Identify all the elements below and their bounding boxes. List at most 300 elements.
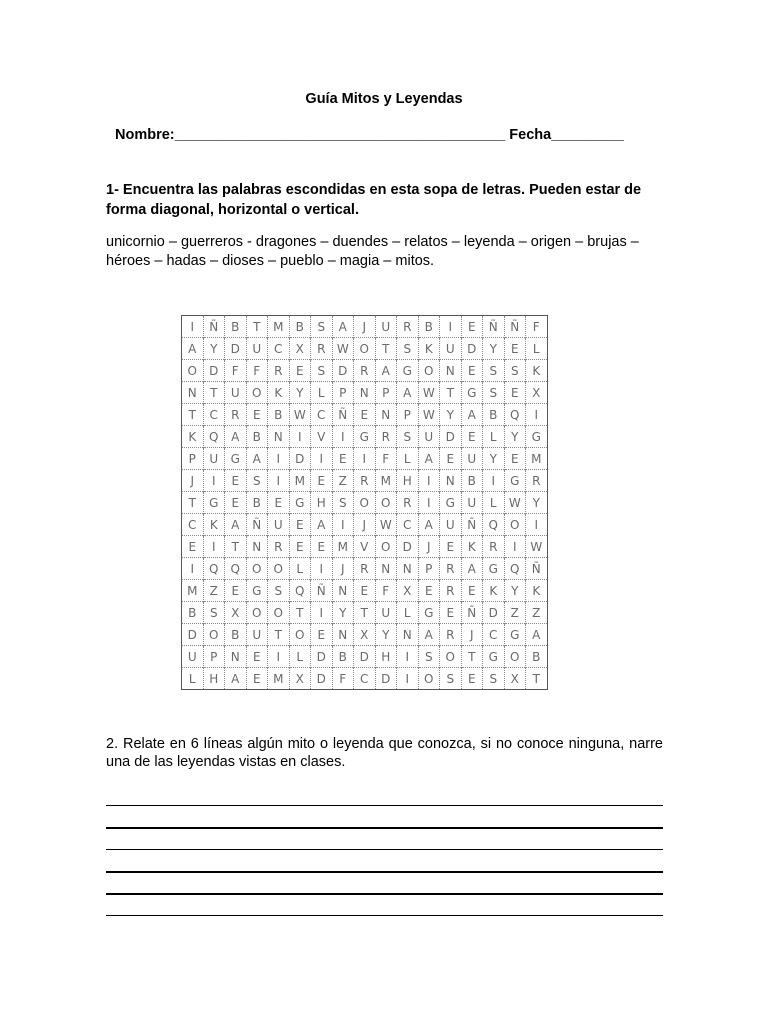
grid-row (182, 382, 548, 404)
grid-row (182, 492, 548, 514)
grid-cell: S (418, 646, 440, 668)
grid-cell: O (289, 624, 311, 646)
grid-cell: I (397, 668, 419, 690)
grid-cell: T (354, 602, 376, 624)
grid-cell: G (526, 426, 548, 448)
grid-cell: X (526, 382, 548, 404)
grid-cell: O (375, 492, 397, 514)
grid-cell: Ñ (203, 316, 225, 338)
grid-cell: W (375, 514, 397, 536)
grid-cell: S (483, 668, 505, 690)
grid-cell: E (440, 536, 462, 558)
grid-cell: N (268, 426, 290, 448)
grid-cell: N (397, 624, 419, 646)
grid-cell: E (461, 668, 483, 690)
grid-cell: P (418, 558, 440, 580)
grid-cell: M (289, 470, 311, 492)
grid-cell: O (203, 624, 225, 646)
grid-cell: M (375, 470, 397, 492)
grid-cell: T (289, 602, 311, 624)
grid-cell: I (289, 426, 311, 448)
grid-cell: D (311, 668, 333, 690)
grid-cell: L (483, 426, 505, 448)
name-blank: _________________________________________ (174, 127, 506, 143)
answer-line[interactable] (106, 915, 663, 916)
grid-cell: R (354, 360, 376, 382)
grid-cell: A (311, 514, 333, 536)
grid-cell: B (246, 492, 268, 514)
grid-cell: R (375, 426, 397, 448)
grid-cell: F (526, 316, 548, 338)
grid-cell: G (418, 602, 440, 624)
grid-cell: Ñ (526, 558, 548, 580)
grid-cell: Q (289, 580, 311, 602)
grid-cell: E (332, 448, 354, 470)
grid-cell: U (225, 382, 247, 404)
grid-cell: T (225, 536, 247, 558)
grid-cell: F (375, 448, 397, 470)
grid-cell: G (440, 492, 462, 514)
grid-cell: A (397, 382, 419, 404)
grid-cell: Z (526, 602, 548, 624)
grid-cell: N (332, 624, 354, 646)
grid-cell: D (440, 426, 462, 448)
grid-cell: R (440, 580, 462, 602)
grid-cell: N (246, 536, 268, 558)
grid-cell: V (311, 426, 333, 448)
grid-cell: J (461, 624, 483, 646)
grid-cell: P (332, 382, 354, 404)
grid-row (182, 404, 548, 426)
grid-cell: T (182, 404, 204, 426)
grid-cell: M (268, 316, 290, 338)
grid-cell: S (268, 580, 290, 602)
grid-cell: X (225, 602, 247, 624)
grid-cell: E (461, 316, 483, 338)
grid-cell: S (246, 470, 268, 492)
grid-cell: A (246, 448, 268, 470)
grid-cell: I (203, 536, 225, 558)
grid-cell: U (182, 646, 204, 668)
grid-cell: J (418, 536, 440, 558)
grid-cell: O (246, 602, 268, 624)
grid-cell: W (418, 382, 440, 404)
grid-cell: I (268, 448, 290, 470)
grid-cell: L (526, 338, 548, 360)
grid-cell: R (526, 470, 548, 492)
grid-cell: E (268, 492, 290, 514)
grid-row (182, 602, 548, 624)
grid-cell: B (182, 602, 204, 624)
grid-cell: D (311, 646, 333, 668)
grid-cell: T (375, 338, 397, 360)
grid-cell: G (354, 426, 376, 448)
grid-cell: J (332, 558, 354, 580)
answer-line[interactable] (106, 827, 663, 829)
grid-cell: C (483, 624, 505, 646)
grid-cell: C (203, 404, 225, 426)
grid-cell: A (461, 404, 483, 426)
word-search-grid (181, 315, 548, 690)
grid-cell: U (246, 624, 268, 646)
grid-cell: O (354, 338, 376, 360)
grid-cell: M (332, 536, 354, 558)
grid-cell: U (461, 492, 483, 514)
grid-cell: O (354, 492, 376, 514)
grid-cell: X (289, 668, 311, 690)
grid-cell: T (440, 382, 462, 404)
grid-cell: I (268, 470, 290, 492)
answer-line[interactable] (106, 871, 663, 873)
grid-cell: Y (483, 338, 505, 360)
grid-cell: E (461, 360, 483, 382)
grid-cell: O (268, 558, 290, 580)
grid-cell: R (440, 624, 462, 646)
grid-cell: E (504, 448, 526, 470)
question-2: 2. Relate en 6 líneas algún mito o leyenda que conozca, si no conoce ninguna, narre una de las leyendas vistas en clases. (106, 736, 663, 770)
grid-cell: X (397, 580, 419, 602)
grid-cell: E (182, 536, 204, 558)
grid-cell: J (354, 514, 376, 536)
grid-cell: A (225, 514, 247, 536)
grid-cell: N (182, 382, 204, 404)
grid-cell: I (182, 558, 204, 580)
grid-cell: I (504, 536, 526, 558)
grid-cell: Y (332, 602, 354, 624)
grid-cell: J (354, 316, 376, 338)
grid-row (182, 426, 548, 448)
grid-row (182, 514, 548, 536)
grid-row (182, 360, 548, 382)
grid-cell: Ñ (504, 316, 526, 338)
grid-row (182, 558, 548, 580)
grid-cell: N (375, 558, 397, 580)
grid-cell: I (483, 470, 505, 492)
word-list: unicornio – guerreros - dragones – duendes – relatos – leyenda – origen – brujas – héroes – hadas – dioses – pueblo – magia – mitos. (106, 234, 639, 269)
grid-cell: U (418, 426, 440, 448)
grid-cell: Q (483, 514, 505, 536)
grid-cell: N (354, 382, 376, 404)
grid-cell: L (397, 448, 419, 470)
grid-cell: G (483, 558, 505, 580)
grid-cell: I (311, 448, 333, 470)
grid-cell: E (246, 646, 268, 668)
grid-cell: Ñ (483, 316, 505, 338)
grid-cell: E (418, 580, 440, 602)
grid-row (182, 470, 548, 492)
grid-row (182, 646, 548, 668)
grid-cell: N (440, 470, 462, 492)
grid-cell: G (461, 382, 483, 404)
grid-cell: K (182, 426, 204, 448)
grid-cell: N (225, 646, 247, 668)
grid-row (182, 448, 548, 470)
grid-cell: K (526, 360, 548, 382)
grid-cell: L (397, 602, 419, 624)
grid-cell: W (526, 536, 548, 558)
grid-row (182, 668, 548, 690)
grid-cell: T (268, 624, 290, 646)
grid-cell: B (246, 426, 268, 448)
grid-cell: D (332, 360, 354, 382)
grid-cell: K (461, 536, 483, 558)
grid-cell: U (375, 602, 397, 624)
grid-cell: F (332, 668, 354, 690)
grid-cell: W (418, 404, 440, 426)
grid-cell: Z (332, 470, 354, 492)
grid-cell: L (483, 492, 505, 514)
grid-cell: C (268, 338, 290, 360)
grid-cell: S (397, 338, 419, 360)
grid-cell: E (311, 536, 333, 558)
grid-cell: I (397, 646, 419, 668)
grid-cell: E (225, 492, 247, 514)
grid-cell: P (203, 646, 225, 668)
grid-cell: K (526, 580, 548, 602)
grid-cell: C (354, 668, 376, 690)
grid-cell: O (246, 382, 268, 404)
grid-cell: U (246, 338, 268, 360)
grid-cell: H (375, 646, 397, 668)
grid-cell: B (289, 316, 311, 338)
grid-cell: K (483, 580, 505, 602)
grid-cell: G (397, 360, 419, 382)
grid-row (182, 536, 548, 558)
grid-cell: G (289, 492, 311, 514)
grid-cell: U (203, 448, 225, 470)
grid-cell: I (332, 514, 354, 536)
grid-cell: C (182, 514, 204, 536)
name-date-row (115, 127, 624, 143)
grid-cell: S (311, 360, 333, 382)
grid-cell: L (289, 558, 311, 580)
grid-cell: O (504, 514, 526, 536)
grid-cell: T (461, 646, 483, 668)
grid-cell: S (483, 360, 505, 382)
grid-cell: B (332, 646, 354, 668)
grid-cell: Y (483, 448, 505, 470)
grid-cell: O (268, 602, 290, 624)
worksheet-title: Guía Mitos y Leyendas (305, 91, 463, 107)
grid-cell: E (225, 580, 247, 602)
grid-cell: Q (504, 558, 526, 580)
name-label: Nombre: (115, 127, 175, 143)
grid-cell: O (418, 360, 440, 382)
grid-cell: M (526, 448, 548, 470)
grid-cell: A (461, 558, 483, 580)
answer-line[interactable] (106, 893, 663, 895)
grid-cell: D (225, 338, 247, 360)
grid-cell: S (203, 602, 225, 624)
grid-row (182, 624, 548, 646)
grid-cell: R (225, 404, 247, 426)
grid-cell: D (182, 624, 204, 646)
grid-cell: C (311, 404, 333, 426)
grid-cell: Ñ (311, 580, 333, 602)
grid-cell: K (203, 514, 225, 536)
grid-cell: B (225, 316, 247, 338)
grid-cell: N (375, 404, 397, 426)
grid-cell: B (225, 624, 247, 646)
grid-cell: I (268, 646, 290, 668)
grid-cell: U (440, 338, 462, 360)
grid-cell: G (483, 646, 505, 668)
date-label: Fecha (509, 127, 552, 143)
grid-cell: W (289, 404, 311, 426)
grid-cell: Ñ (461, 514, 483, 536)
grid-cell: H (397, 470, 419, 492)
grid-cell: Y (526, 492, 548, 514)
grid-cell: Y (504, 426, 526, 448)
grid-cell: I (418, 470, 440, 492)
grid-cell: T (246, 316, 268, 338)
grid-cell: D (397, 536, 419, 558)
grid-cell: W (504, 492, 526, 514)
grid-cell: Y (375, 624, 397, 646)
grid-cell: D (375, 668, 397, 690)
grid-cell: R (354, 470, 376, 492)
grid-cell: G (504, 470, 526, 492)
grid-cell: A (526, 624, 548, 646)
grid-cell: F (225, 360, 247, 382)
grid-cell: B (418, 316, 440, 338)
grid-cell: H (203, 668, 225, 690)
grid-cell: K (418, 338, 440, 360)
grid-cell: I (418, 492, 440, 514)
grid-cell: R (311, 338, 333, 360)
grid-cell: O (375, 536, 397, 558)
grid-row (182, 338, 548, 360)
grid-cell: E (311, 470, 333, 492)
grid-cell: F (375, 580, 397, 602)
grid-cell: R (397, 492, 419, 514)
grid-cell: O (182, 360, 204, 382)
grid-cell: E (311, 624, 333, 646)
grid-cell: F (246, 360, 268, 382)
grid-cell: E (461, 580, 483, 602)
grid-cell: E (289, 360, 311, 382)
grid-cell: U (268, 514, 290, 536)
grid-cell: U (440, 514, 462, 536)
grid-cell: E (225, 470, 247, 492)
grid-cell: A (418, 448, 440, 470)
grid-cell: Y (440, 404, 462, 426)
grid-cell: R (483, 536, 505, 558)
grid-cell: P (182, 448, 204, 470)
grid-cell: G (504, 624, 526, 646)
grid-cell: D (203, 360, 225, 382)
grid-cell: S (397, 426, 419, 448)
grid-cell: I (311, 602, 333, 624)
grid-cell: I (526, 404, 548, 426)
grid-cell: R (268, 536, 290, 558)
grid-cell: I (311, 558, 333, 580)
grid-cell: R (354, 558, 376, 580)
grid-cell: G (203, 492, 225, 514)
grid-cell: V (354, 536, 376, 558)
grid-cell: L (182, 668, 204, 690)
grid-cell: Ñ (332, 404, 354, 426)
grid-cell: C (397, 514, 419, 536)
grid-cell: A (332, 316, 354, 338)
grid-cell: E (504, 338, 526, 360)
grid-cell: A (182, 338, 204, 360)
grid-cell: X (289, 338, 311, 360)
answer-line[interactable] (106, 849, 663, 850)
grid-cell: I (440, 316, 462, 338)
grid-cell: I (182, 316, 204, 338)
grid-cell: N (397, 558, 419, 580)
grid-cell: R (440, 558, 462, 580)
grid-cell: P (375, 382, 397, 404)
grid-cell: I (203, 470, 225, 492)
grid-cell: R (268, 360, 290, 382)
grid-cell: X (504, 668, 526, 690)
answer-line[interactable] (106, 805, 663, 806)
grid-cell: W (332, 338, 354, 360)
grid-cell: H (311, 492, 333, 514)
grid-cell: E (440, 602, 462, 624)
grid-cell: I (332, 426, 354, 448)
grid-cell: B (268, 404, 290, 426)
grid-cell: A (418, 624, 440, 646)
grid-cell: E (289, 514, 311, 536)
question-1: 1- Encuentra las palabras escondidas en esta sopa de letras. Pueden estar de forma diagonal, horizontal o vertical. (106, 182, 642, 218)
grid-cell: J (182, 470, 204, 492)
grid-cell: I (526, 514, 548, 536)
grid-cell: T (203, 382, 225, 404)
grid-row (182, 316, 548, 338)
grid-cell: E (354, 404, 376, 426)
grid-cell: G (225, 448, 247, 470)
grid-cell: O (504, 646, 526, 668)
grid-cell: L (311, 382, 333, 404)
grid-cell: D (354, 646, 376, 668)
grid-cell: M (182, 580, 204, 602)
grid-cell: G (246, 580, 268, 602)
grid-cell: Q (203, 558, 225, 580)
grid-cell: E (504, 382, 526, 404)
grid-cell: U (375, 316, 397, 338)
grid-cell: Ñ (246, 514, 268, 536)
grid-cell: O (246, 558, 268, 580)
grid-cell: E (354, 580, 376, 602)
grid-cell: B (461, 470, 483, 492)
grid-cell: E (246, 404, 268, 426)
grid-cell: M (268, 668, 290, 690)
grid-cell: R (397, 316, 419, 338)
grid-cell: U (461, 448, 483, 470)
grid-cell: T (526, 668, 548, 690)
grid-cell: O (440, 646, 462, 668)
grid-cell: A (375, 360, 397, 382)
grid-cell: Q (203, 426, 225, 448)
grid-cell: Y (289, 382, 311, 404)
grid-cell: Y (203, 338, 225, 360)
grid-cell: L (289, 646, 311, 668)
grid-cell: T (182, 492, 204, 514)
grid-cell: K (268, 382, 290, 404)
grid-cell: S (483, 382, 505, 404)
grid-cell: I (354, 448, 376, 470)
grid-cell: A (225, 426, 247, 448)
grid-cell: N (440, 360, 462, 382)
grid-cell: Z (504, 602, 526, 624)
grid-cell: E (440, 448, 462, 470)
grid-cell: Q (225, 558, 247, 580)
grid-cell: S (332, 492, 354, 514)
grid-cell: A (225, 668, 247, 690)
